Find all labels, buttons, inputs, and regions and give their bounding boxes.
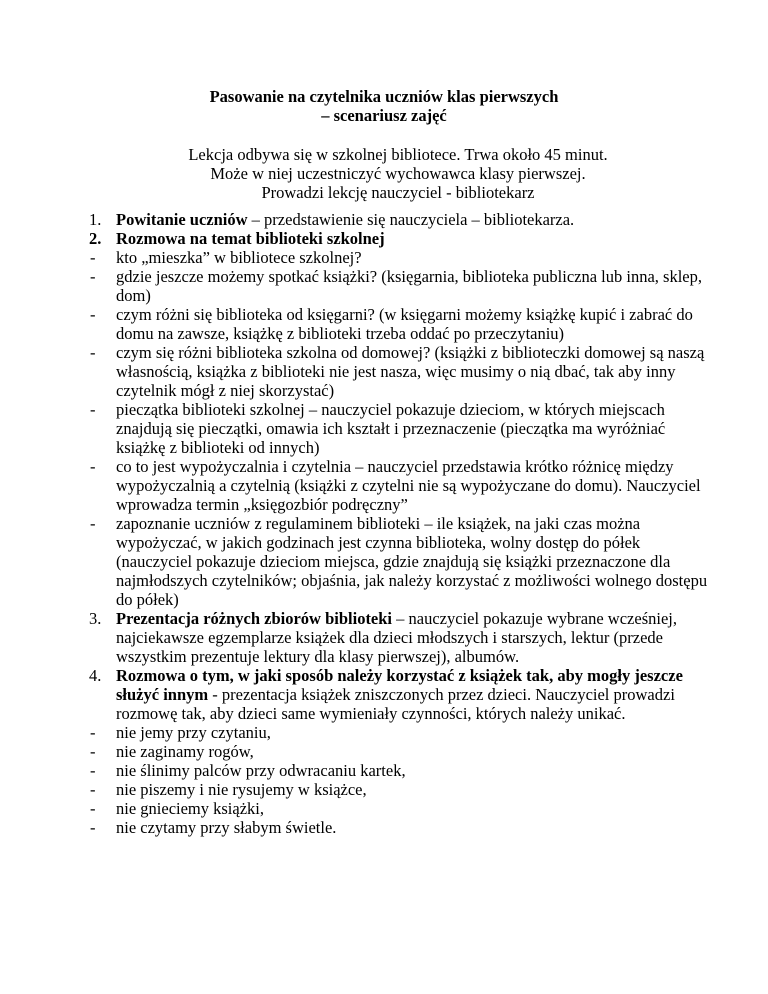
item-number: 4. <box>89 666 102 685</box>
list-item <box>0 267 708 305</box>
list-item <box>0 305 708 343</box>
item-dash: - <box>90 742 96 761</box>
list-item <box>0 457 708 514</box>
intro-line: Może w niej uczestniczyć wychowawca klasy pierwszej. <box>210 164 586 183</box>
item-heading: Prezentacja różnych zbiorów biblioteki <box>116 609 393 628</box>
item-dash: - <box>90 723 96 742</box>
list-item <box>0 799 708 818</box>
list-item <box>0 818 708 837</box>
list-item <box>0 210 708 229</box>
list-item <box>0 761 708 780</box>
item-text: – przedstawienie się nauczyciela – bibliotekarza. <box>247 210 575 229</box>
item-dash: - <box>90 457 96 476</box>
item-text: – nauczyciel pokazuje wybrane wcześniej, najciekawsze egzemplarze książek dla dzieci młodszych i starszych, lektur (przede wszystkim prezentuje lektury dla klasy pierwszej), albumów. <box>116 609 677 666</box>
item-text: nie ślinimy palców przy odwracaniu kartek, <box>116 761 406 780</box>
item-dash: - <box>90 400 96 419</box>
item-text: czym się różni biblioteka szkolna od domowej? (książki z biblioteczki domowej są naszą własnością, książka z biblioteki nie jest nasza, więc musimy o nią dbać, tak aby inny czytelnik mógł z niej skorzystać) <box>116 343 705 400</box>
item-dash: - <box>90 761 96 780</box>
list-item <box>0 514 708 609</box>
document-subtitle: – scenariusz zajęć <box>321 106 447 125</box>
item-heading: Rozmowa na temat biblioteki szkolnej <box>116 229 385 248</box>
item-text: zapoznanie uczniów z regulaminem biblioteki – ile książek, na jaki czas można wypożyczać, w jakich godzinach jest czynna biblioteka, wolny dostęp do półek (nauczyciel pokazuje dzieciom miejsca, gdzie znajdują się książki przeznaczone dla najmłodszych czytelników; objaśnia, jak należy korzystać z możliwości wolnego dostępu do półek) <box>116 514 708 609</box>
item-text: czym różni się biblioteka od księgarni? (w księgarni możemy książkę kupić i zabrać do domu na zawsze, książkę z biblioteki trzeba oddać po przeczytaniu) <box>116 305 693 343</box>
item-text: gdzie jeszcze możemy spotkać książki? (księgarnia, biblioteka publiczna lub inna, sklep, dom) <box>116 267 702 305</box>
item-dash: - <box>90 343 96 362</box>
item-heading: Powitanie uczniów <box>116 210 248 229</box>
list-item <box>0 248 708 267</box>
item-number: 2. <box>89 229 102 248</box>
item-text: - prezentacja książek zniszczonych przez dzieci. Nauczyciel prowadzi rozmowę tak, aby dzieci same wymieniały czynności, których należy unikać. <box>116 685 675 723</box>
item-number: 1. <box>89 210 102 229</box>
list-item <box>0 229 708 248</box>
list-item <box>0 400 708 457</box>
item-text: nie jemy przy czytaniu, <box>116 723 271 742</box>
item-dash: - <box>90 305 96 324</box>
item-text: nie czytamy przy słabym świetle. <box>116 818 337 837</box>
item-dash: - <box>90 514 96 533</box>
item-text: nie piszemy i nie rysujemy w książce, <box>116 780 367 799</box>
list-item <box>0 343 708 400</box>
list-item <box>0 780 708 799</box>
item-text: nie zaginamy rogów, <box>116 742 254 761</box>
item-dash: - <box>90 780 96 799</box>
list-item <box>0 666 708 723</box>
list-item <box>0 609 708 666</box>
document-title: Pasowanie na czytelnika uczniów klas pierwszych <box>209 87 559 106</box>
item-text: pieczątka biblioteki szkolnej – nauczyciel pokazuje dzieciom, w których miejscach znajdują się pieczątki, omawia ich kształt i przeznaczenie (pieczątka ma wyróżniać książkę z biblioteki od innych) <box>116 400 666 457</box>
item-text: nie gnieciemy książki, <box>116 799 264 818</box>
intro-line: Prowadzi lekcję nauczyciel - bibliotekarz <box>261 183 535 202</box>
list-item <box>0 723 708 742</box>
item-text: co to jest wypożyczalnia i czytelnia – nauczyciel przedstawia krótko różnicę między wypożyczalnią a czytelnią (książki z czytelni nie są wypożyczane do domu). Nauczyciel wprowadza termin „księgozbiór podręczny” <box>116 457 701 514</box>
item-dash: - <box>90 267 96 286</box>
item-dash: - <box>90 248 96 267</box>
item-dash: - <box>90 799 96 818</box>
item-dash: - <box>90 818 96 837</box>
item-text: kto „mieszka” w bibliotece szkolnej? <box>116 248 362 267</box>
item-number: 3. <box>89 609 102 628</box>
lesson-steps-list <box>0 210 768 837</box>
item-heading: Rozmowa o tym, w jaki sposób należy korzystać z książek tak, aby mogły jeszcze służyć innym <box>116 666 683 704</box>
list-item <box>0 742 708 761</box>
intro-line: Lekcja odbywa się w szkolnej bibliotece. Trwa około 45 minut. <box>188 145 608 164</box>
